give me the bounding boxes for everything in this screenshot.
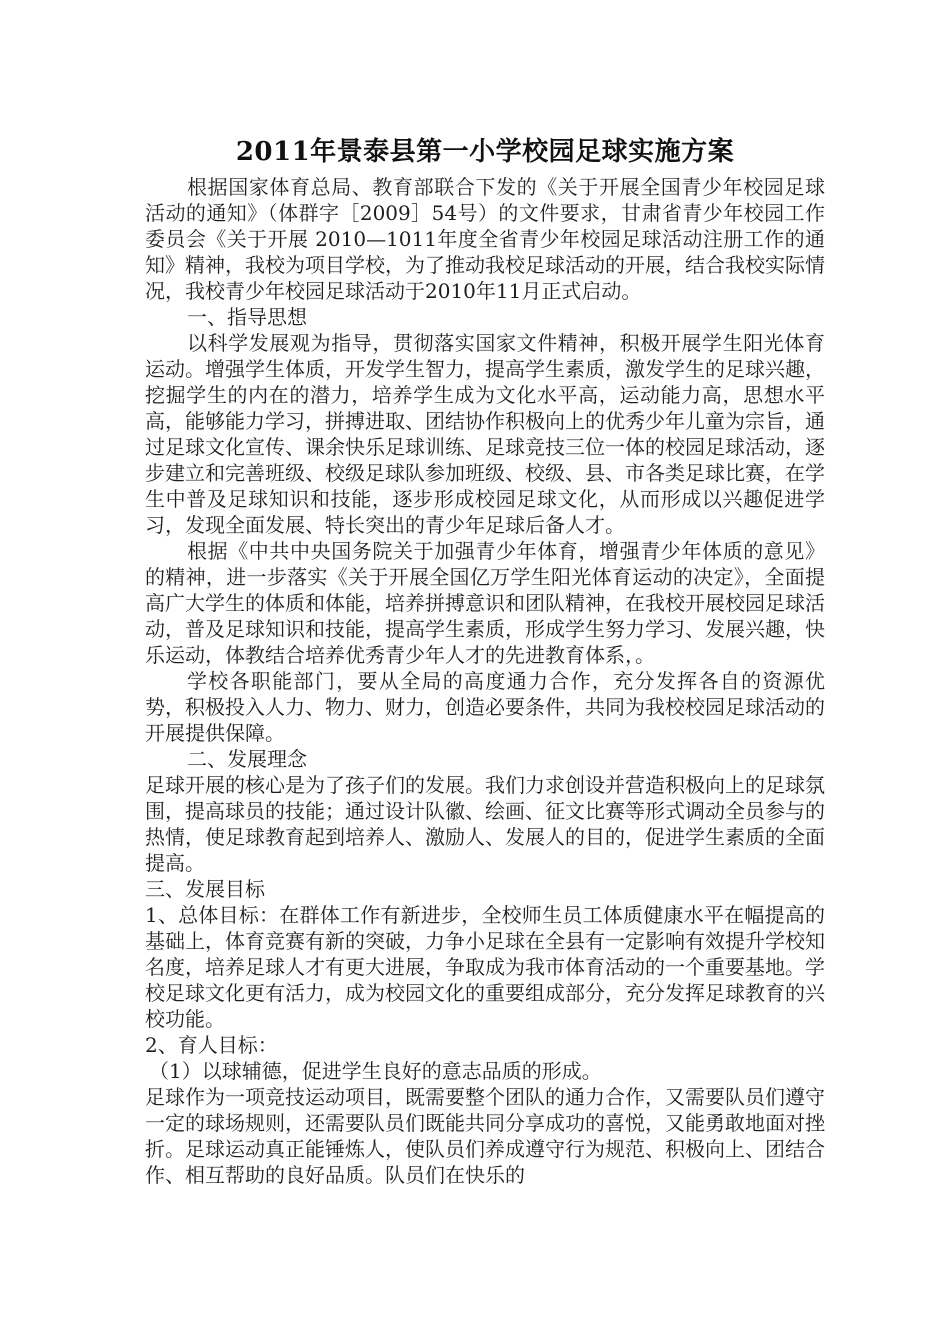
football-character-paragraph: 足球作为一项竞技运动项目，既需要整个团队的通力合作，又需要队员们遵守一定的球场规则，还需要队员们既能共同分享成功的喜悦，又能勇敢地面对挫折。足球运动真正能锤炼人，使队员们养成遵守行为规范、积极向上、团结合作、相互帮助的良好品质。队员们在快乐的 <box>145 1085 825 1187</box>
education-goal-heading: 2、育人目标： <box>145 1033 278 1057</box>
education-goal-item-1: （1）以球辅德，促进学生良好的意志品质的形成。 <box>149 1059 602 1083</box>
section-heading-guiding-thought: 一、指导思想 <box>187 305 307 329</box>
support-paragraph: 学校各职能部门，要从全局的高度通力合作，充分发挥各自的资源优势，积极投入人力、物力、财力，创造必要条件，共同为我校校园足球活动的开展提供保障。 <box>145 669 825 745</box>
guiding-thought-paragraph: 以科学发展观为指导，贯彻落实国家文件精神，积极开展学生阳光体育运动。增强学生体质，开发学生智力，提高学生素质，激发学生的足球兴趣，挖掘学生的内在的潜力，培养学生成为文化水平高，运动能力高，思想水平高，能够能力学习，拼搏进取、团结协作积极向上的优秀少年儿童为宗旨，通过足球文化宣传、课余快乐足球训练、足球竞技三位一体的校园足球活动，逐步建立和完善班级、校级足球队参加班级、校级、县、市各类足球比赛，在学生中普及足球知识和技能，逐步形成校园足球文化，从而形成以兴趣促进学习，发现全面发展、特长突出的青少年足球后备人才。 <box>145 331 825 537</box>
document-title: 2011年景泰县第一小学校园足球实施方案 <box>235 137 735 167</box>
document-body <box>145 130 825 1188</box>
intro-paragraph: 根据国家体育总局、教育部联合下发的《关于开展全国青少年校园足球活动的通知》（体群字［2009］54号）的文件要求，甘肃省青少年校园工作委员会《关于开展 2010—1011年度全省青少年校园足球活动注册工作的通知》精神，我校为项目学校，为了推动我校足球活动的开展，结合我校实际情况，我校青少年校园足球活动于2010年11月正式启动。 <box>145 175 825 303</box>
overall-goal-paragraph: 1、总体目标：在群体工作有新进步，全校师生员工体质健康水平在幅提高的基础上，体育竞赛有新的突破，力争小足球在全县有一定影响有效提升学校知名度，培养足球人才有更大进展，争取成为我市体育活动的一个重要基地。学校足球文化更有活力，成为校园文化的重要组成部分，充分发挥足球教育的兴校功能。 <box>145 903 825 1031</box>
section-heading-development-goals: 三、发展目标 <box>145 877 265 901</box>
section-heading-development-concept: 二、发展理念 <box>187 747 307 771</box>
policy-paragraph: 根据《中共中央国务院关于加强青少年体育，增强青少年体质的意见》的精神，进一步落实《关于开展全国亿万学生阳光体育运动的决定》，全面提高广大学生的体质和体能，培养拼搏意识和团队精神，在我校开展校园足球活动，普及足球知识和技能，提高学生素质，形成学生努力学习、发展兴趣，快乐运动，体教结合培养优秀青少年人才的先进教育体系，。 <box>145 539 825 667</box>
development-concept-paragraph: 足球开展的核心是为了孩子们的发展。我们力求创设并营造积极向上的足球氛围，提高球员的技能；通过设计队徽、绘画、征文比赛等形式调动全员参与的热情，使足球教育起到培养人、激励人、发展人的目的，促进学生素质的全面提高。 <box>145 773 825 875</box>
